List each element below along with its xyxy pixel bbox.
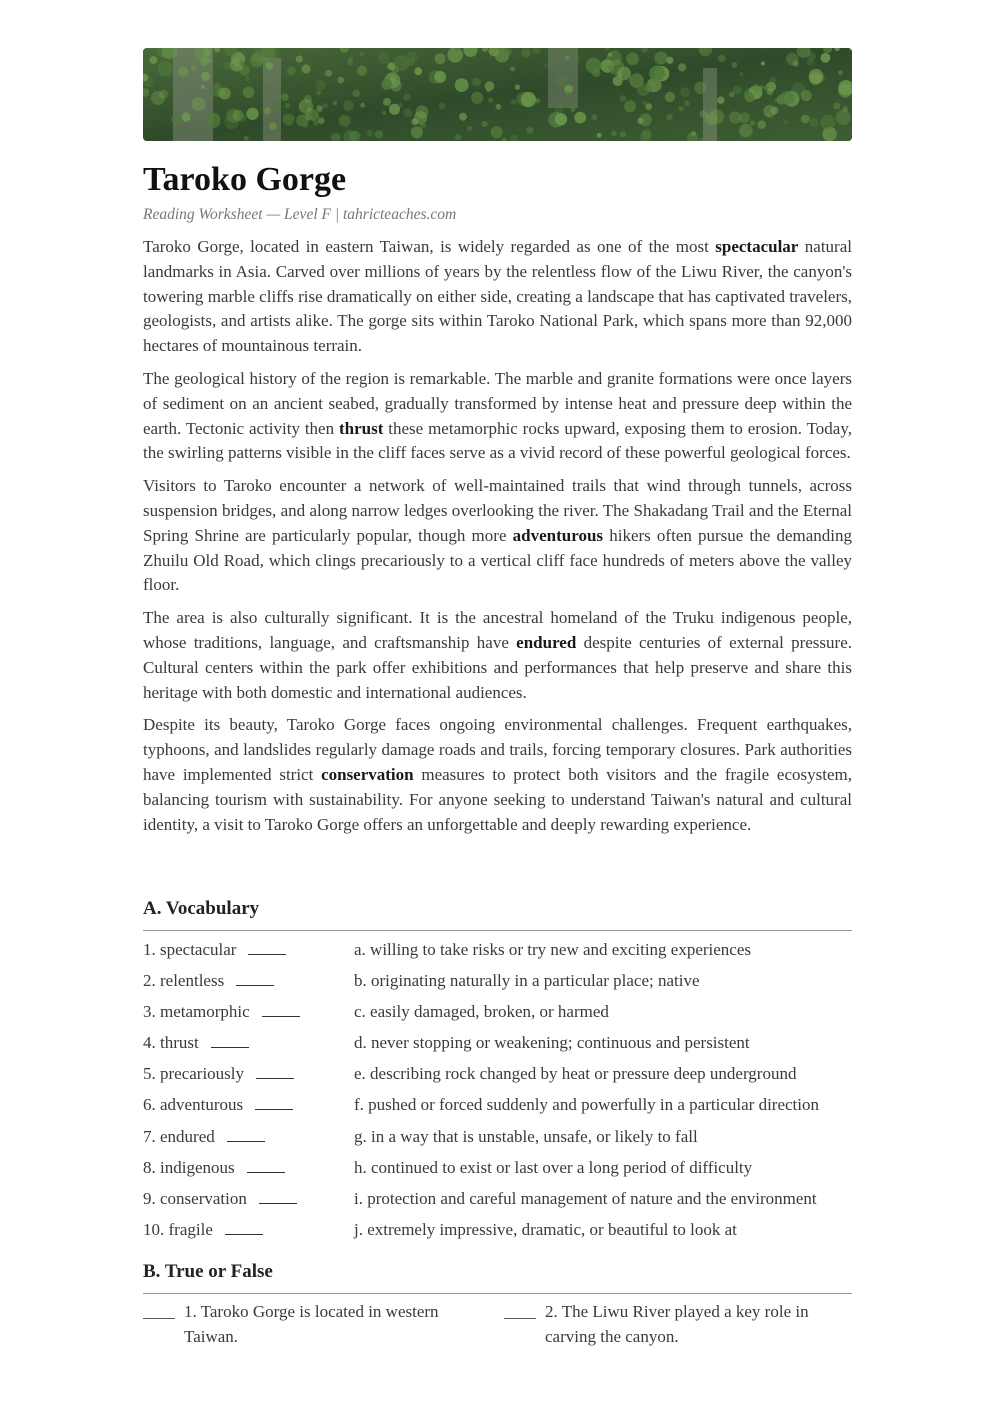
answer-blank[interactable] [256, 1064, 294, 1079]
page-title: Taroko Gorge [143, 161, 347, 198]
passage-paragraph: Taroko Gorge, located in eastern Taiwan, is widely regarded as one of the most spectacular natural landmarks in Asia. Carved over millions of years by the relentless flow of the Liwu River, the canyon's towering marble cliffs rise dramatically on either side, creating a landscape that has captivated travelers, geologists, and artists alike. The gorge sits within Taroko National Park, which spans more than 92,000 hectares of mountainous terrain. [143, 237, 852, 356]
vocab-row [143, 1156, 858, 1187]
vocab-term: 2. relentless [143, 969, 274, 993]
banner-image [143, 48, 852, 141]
vocab-definition: h. continued to exist or last over a long period of difficulty [354, 1157, 753, 1177]
vocab-term: 6. adventurous [143, 1093, 293, 1117]
answer-blank[interactable] [143, 1318, 175, 1319]
vocab-term: 1. spectacular [143, 938, 286, 962]
vocab-term: 4. thrust [143, 1031, 249, 1055]
vocabulary-heading: A. Vocabulary [143, 896, 852, 931]
answer-blank[interactable] [225, 1220, 263, 1235]
passage-paragraph: Despite its beauty, Taroko Gorge faces ongoing environmental challenges. Frequent earthquakes, typhoons, and landslides regularly damage roads and trails, forcing temporary closures. Park authorities have implemented strict conservation measures to protect both visitors and the fragile ecosystem, balancing tourism with sustainability. For anyone seeking to understand Taiwan's natural and cultural identity, a visit to Taroko Gorge offers an unforgettable and deeply rewarding experience. [143, 715, 852, 834]
answer-blank[interactable] [259, 1189, 297, 1204]
answer-blank[interactable] [211, 1033, 249, 1048]
answer-blank[interactable] [255, 1095, 293, 1110]
vocab-row [143, 1218, 858, 1249]
answer-blank[interactable] [236, 971, 274, 986]
vocab-row [143, 1187, 858, 1218]
vocab-term: 10. fragile [143, 1218, 263, 1242]
passage-paragraph: The area is also culturally significant. It is the ancestral homeland of the Truku indigenous people, whose traditions, language, and craftsmanship have endured despite centuries of external pressure. Cultural centers within the park offer exhibitions and performances that help preserve and share this heritage with both domestic and international audiences. [143, 608, 852, 702]
vocab-definition: g. in a way that is unstable, unsafe, or likely to fall [354, 1126, 698, 1146]
answer-blank[interactable] [504, 1318, 536, 1319]
answer-blank[interactable] [248, 940, 286, 955]
vocab-highlight: adventurous [512, 525, 604, 545]
vocab-row [143, 1093, 858, 1124]
passage-paragraph: The geological history of the region is remarkable. The marble and granite formations were once layers of sediment on an ancient seabed, gradually transformed by intense heat and pressure deep within the earth. Tectonic activity then thrust these metamorphic rocks upward, exposing them to erosion. Today, the swirling patterns visible in the cliff faces serve as a vivid record of these powerful geological forces. [143, 368, 852, 463]
vocab-row [143, 1031, 858, 1062]
vocab-term: 9. conservation [143, 1187, 297, 1211]
answer-blank[interactable] [247, 1158, 285, 1173]
vocab-term: 5. precariously [143, 1062, 294, 1086]
answer-blank[interactable] [262, 1002, 300, 1017]
vocab-definition: j. extremely impressive, dramatic, or beautiful to look at [354, 1219, 737, 1239]
page-subtitle: Reading Worksheet — Level F | tahricteaches.com [143, 206, 457, 223]
vocab-term: 8. indigenous [143, 1156, 285, 1180]
vocab-definition: a. willing to take risks or try new and exciting experiences [354, 940, 752, 959]
passage-paragraph: Visitors to Taroko encounter a network of well-maintained trails that wind through tunnels, across suspension bridges, and along narrow ledges overlooking the river. The Shakadang Trail and the Eternal Spring Shrine are particularly popular, though more adventurous hikers often pursue the demanding Zhuilu Old Road, which clings precariously to a vertical cliff face hundreds of meters above the valley floor. [143, 476, 852, 595]
vocab-term: 3. metamorphic [143, 1000, 300, 1024]
statement-text: 2. The Liwu River played a key role in carving the canyon. [545, 1302, 809, 1346]
statement-text: 1. Taroko Gorge is located in western Taiwan. [184, 1302, 439, 1346]
vocab-definition: i. protection and careful management of nature and the environment [354, 1188, 817, 1208]
vocab-row [143, 1125, 858, 1156]
vocab-definition: b. originating naturally in a particular place; native [354, 971, 700, 991]
vocab-highlight: conservation [321, 764, 414, 784]
vocab-row [143, 938, 858, 969]
vocab-definition: d. never stopping or weakening; continuous and persistent [354, 1033, 750, 1053]
reading-passage [143, 235, 852, 845]
vocab-definition: c. easily damaged, broken, or harmed [354, 1002, 609, 1022]
vocab-row [143, 969, 858, 1000]
answer-blank[interactable] [227, 1127, 265, 1142]
vocab-row [143, 1000, 858, 1031]
gorge-photo-illustration [143, 48, 852, 141]
vocab-highlight: endured [516, 632, 577, 652]
vocab-definition: e. describing rock changed by heat or pressure deep underground [354, 1064, 797, 1084]
vocab-definition: f. pushed or forced suddenly and powerfully in a particular direction [354, 1095, 819, 1115]
vocab-highlight: thrust [338, 418, 384, 438]
vocab-row [143, 1062, 858, 1093]
true-false-heading: B. True or False [143, 1259, 852, 1294]
vocab-highlight: spectacular [715, 237, 799, 256]
vocab-term: 7. endured [143, 1125, 265, 1149]
vocabulary-list [143, 938, 858, 1249]
